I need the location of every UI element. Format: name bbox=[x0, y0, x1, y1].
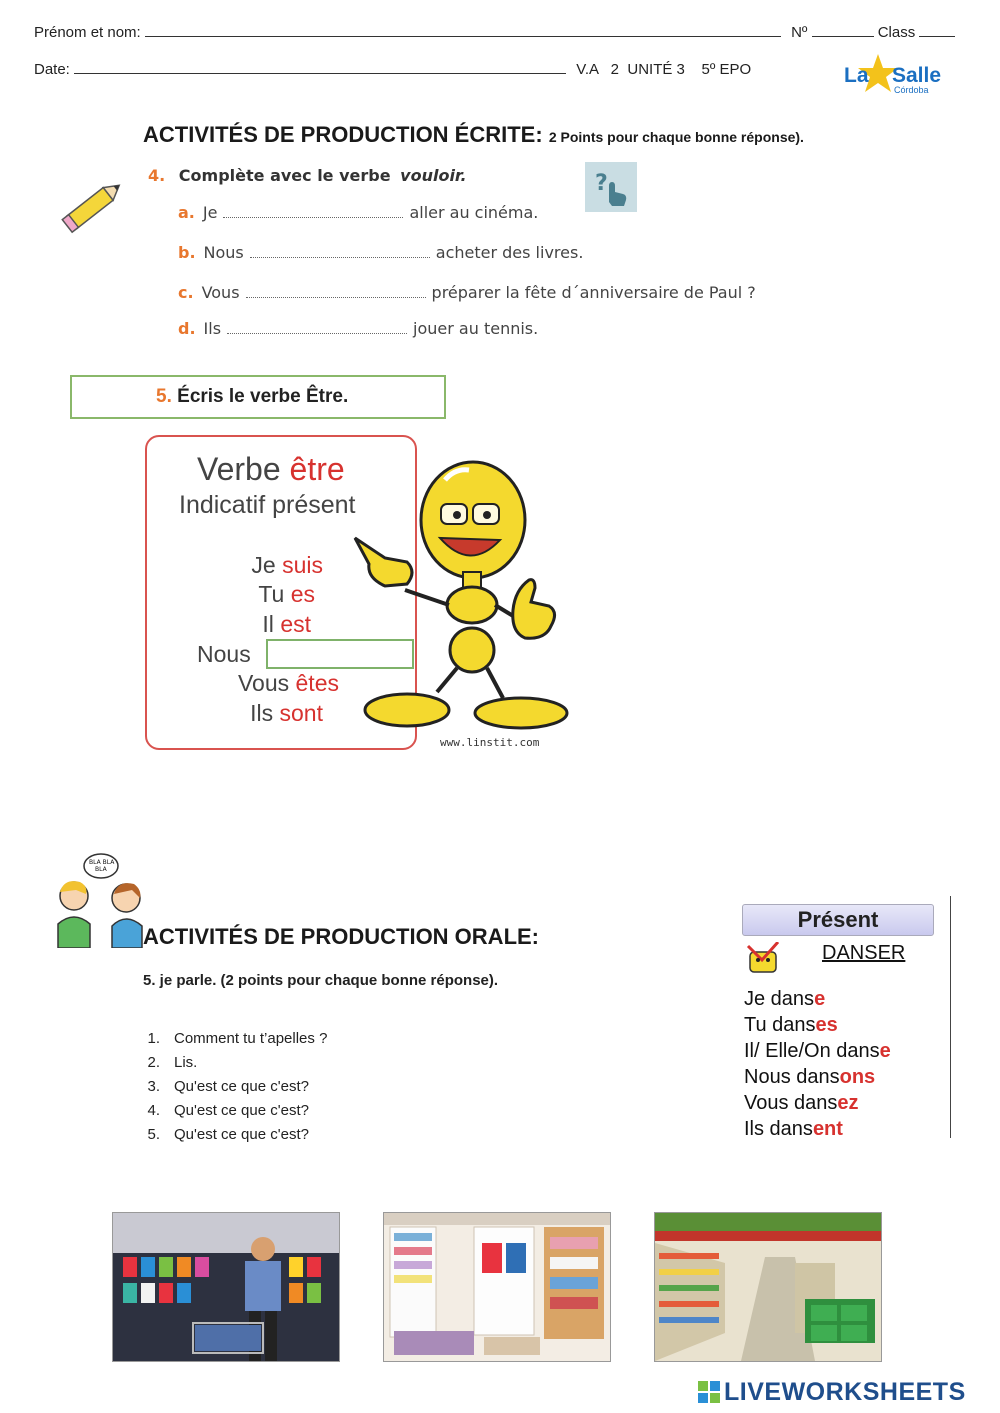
written-title: ACTIVITÉS DE PRODUCTION ÉCRITE: bbox=[143, 122, 543, 147]
item-rest: jouer au tennis. bbox=[413, 319, 539, 338]
date-line bbox=[34, 59, 794, 78]
danser-ending: e bbox=[879, 1040, 891, 1062]
danser-stem: Nous dans bbox=[744, 1066, 840, 1088]
course-info: V.A 2 UNITÉ 3 5º EPO bbox=[576, 61, 752, 78]
number-field[interactable] bbox=[812, 22, 874, 37]
photo-supermarket-aisle bbox=[654, 1212, 882, 1362]
exercise4-item-b bbox=[178, 243, 583, 262]
item-letter: b. bbox=[178, 243, 196, 262]
danser-line-il bbox=[744, 1040, 891, 1063]
danser-line-vous bbox=[744, 1092, 859, 1115]
exercise4-item-c bbox=[178, 283, 756, 302]
conj-verb: êtes bbox=[295, 670, 339, 696]
question-text: Comment tu t’apelles ? bbox=[174, 1030, 328, 1047]
talking-kids-icon bbox=[54, 852, 144, 948]
list-item bbox=[130, 1054, 327, 1078]
exercise4-heading bbox=[148, 166, 467, 185]
question-number: 5. bbox=[147, 1126, 160, 1143]
answer-blank[interactable] bbox=[223, 205, 403, 218]
question-number: 1. bbox=[147, 1030, 160, 1047]
svg-text:BLA: BLA bbox=[95, 866, 107, 873]
danser-stem: Vous dans bbox=[744, 1092, 838, 1114]
list-item bbox=[130, 1078, 327, 1102]
danser-stem: Je dans bbox=[744, 988, 815, 1010]
help-hand-icon[interactable] bbox=[585, 162, 637, 212]
conj-row-je bbox=[147, 552, 323, 579]
conj-row-nous bbox=[197, 641, 251, 668]
question-text: Qu'est ce que c'est? bbox=[174, 1126, 309, 1143]
class-label: Class bbox=[877, 24, 916, 41]
exercise4-instruction: Complète avec le verbe bbox=[178, 166, 391, 185]
conj-verb: est bbox=[280, 611, 311, 637]
conj-row-vous bbox=[147, 670, 339, 697]
oral-question-list bbox=[130, 1030, 327, 1150]
question-number: 3. bbox=[147, 1078, 160, 1095]
danser-ending: ons bbox=[839, 1066, 876, 1088]
svg-text:?: ? bbox=[595, 171, 608, 196]
conj-row-tu bbox=[147, 581, 315, 608]
list-item bbox=[130, 1102, 327, 1126]
conj-verb: suis bbox=[282, 552, 323, 578]
cartoon-mascot bbox=[345, 460, 573, 735]
written-points: 2 Points pour chaque bonne réponse). bbox=[548, 129, 804, 145]
conj-subject: Vous bbox=[237, 670, 296, 696]
answer-blank[interactable] bbox=[246, 285, 426, 298]
item-subject: Nous bbox=[203, 243, 244, 262]
item-rest: acheter des livres. bbox=[435, 243, 584, 262]
photo-clothes-store-shopper bbox=[112, 1212, 340, 1362]
question-number: 4. bbox=[147, 1102, 160, 1119]
name-line bbox=[34, 22, 964, 41]
danser-ending: e bbox=[814, 988, 826, 1010]
question-number: 2. bbox=[147, 1054, 160, 1071]
question-text: Qu'est ce que c'est? bbox=[174, 1078, 309, 1095]
answer-blank[interactable] bbox=[227, 321, 407, 334]
name-label: Prénom et nom: bbox=[34, 24, 141, 41]
danser-stem: Tu dans bbox=[744, 1014, 816, 1036]
date-label: Date: bbox=[34, 61, 70, 78]
list-item bbox=[130, 1126, 327, 1150]
class-field[interactable] bbox=[919, 22, 955, 37]
exercise5-box bbox=[70, 375, 446, 419]
etre-title-red: être bbox=[289, 451, 345, 487]
danser-line-tu bbox=[744, 1014, 838, 1037]
danser-stem: Il/ Elle/On dans bbox=[744, 1040, 880, 1062]
conj-subject: Il bbox=[262, 611, 281, 637]
conj-subject: Tu bbox=[258, 581, 291, 607]
danser-line-je bbox=[744, 988, 825, 1011]
danser-ending: es bbox=[815, 1014, 838, 1036]
name-field[interactable] bbox=[145, 22, 781, 37]
danser-line-nous bbox=[744, 1066, 875, 1089]
present-danser-box bbox=[740, 896, 951, 1138]
question-text: Lis. bbox=[174, 1054, 198, 1071]
exercise4-verb: vouloir. bbox=[400, 166, 467, 185]
exercise5-instruction: Écris le verbe Être. bbox=[177, 386, 349, 407]
item-subject: Vous bbox=[201, 283, 240, 302]
answer-blank[interactable] bbox=[250, 245, 430, 258]
pencil-icon bbox=[58, 172, 130, 243]
logo-la: La bbox=[844, 64, 869, 87]
written-section-title bbox=[143, 122, 804, 148]
item-subject: Je bbox=[202, 203, 218, 222]
conj-subject: Ils bbox=[250, 700, 280, 726]
exercise4-number: 4. bbox=[148, 166, 166, 185]
item-letter: a. bbox=[178, 203, 195, 222]
item-letter: c. bbox=[178, 283, 194, 302]
question-text: Qu'est ce que c'est? bbox=[174, 1102, 309, 1119]
conj-row-ils bbox=[147, 700, 323, 727]
danser-verb: DANSER bbox=[822, 942, 906, 964]
date-field[interactable] bbox=[74, 59, 566, 74]
item-rest: préparer la fête d´anniversaire de Paul ? bbox=[431, 283, 756, 302]
photo-clothing-shop-shelves bbox=[383, 1212, 611, 1362]
etre-title bbox=[197, 451, 345, 488]
danser-ending: ent bbox=[812, 1118, 843, 1138]
danser-line-ils bbox=[744, 1118, 843, 1138]
speech-bubble-text: BLA BLA bbox=[89, 859, 115, 866]
exercise4-item-d bbox=[178, 319, 538, 338]
la-salle-logo bbox=[842, 50, 952, 98]
logo-city: Córdoba bbox=[894, 85, 929, 95]
oral-section-title: ACTIVITÉS DE PRODUCTION ORALE: bbox=[143, 924, 540, 949]
danser-stem: Ils dans bbox=[744, 1118, 813, 1138]
etre-subtitle: Indicatif présent bbox=[179, 491, 356, 519]
verb-mascot-icon bbox=[744, 942, 784, 981]
logo-salle: Salle bbox=[892, 64, 942, 87]
item-subject: Ils bbox=[203, 319, 222, 338]
present-heading: Présent bbox=[742, 904, 934, 936]
conj-subject: Nous bbox=[197, 641, 251, 667]
oral-instruction: 5. je parle. (2 points pour chaque bonne réponse). bbox=[143, 972, 499, 989]
conj-subject: Je bbox=[251, 552, 283, 578]
list-item bbox=[130, 1030, 327, 1054]
item-letter: d. bbox=[178, 319, 196, 338]
etre-title-plain: Verbe bbox=[197, 451, 290, 487]
danser-ending: ez bbox=[837, 1092, 859, 1114]
conj-verb: es bbox=[290, 581, 315, 607]
liveworksheets-icon bbox=[698, 1381, 720, 1403]
image-credit: www.linstit.com bbox=[440, 736, 540, 749]
conj-row-il bbox=[147, 611, 311, 638]
exercise5-heading bbox=[156, 386, 348, 408]
number-label: Nº bbox=[791, 24, 808, 41]
exercise4-item-a bbox=[178, 203, 538, 222]
liveworksheets-text: LIVEWORKSHEETS bbox=[724, 1378, 966, 1406]
conj-verb: sont bbox=[279, 700, 323, 726]
exercise5-number: 5. bbox=[156, 386, 172, 407]
item-rest: aller au cinéma. bbox=[409, 203, 539, 222]
